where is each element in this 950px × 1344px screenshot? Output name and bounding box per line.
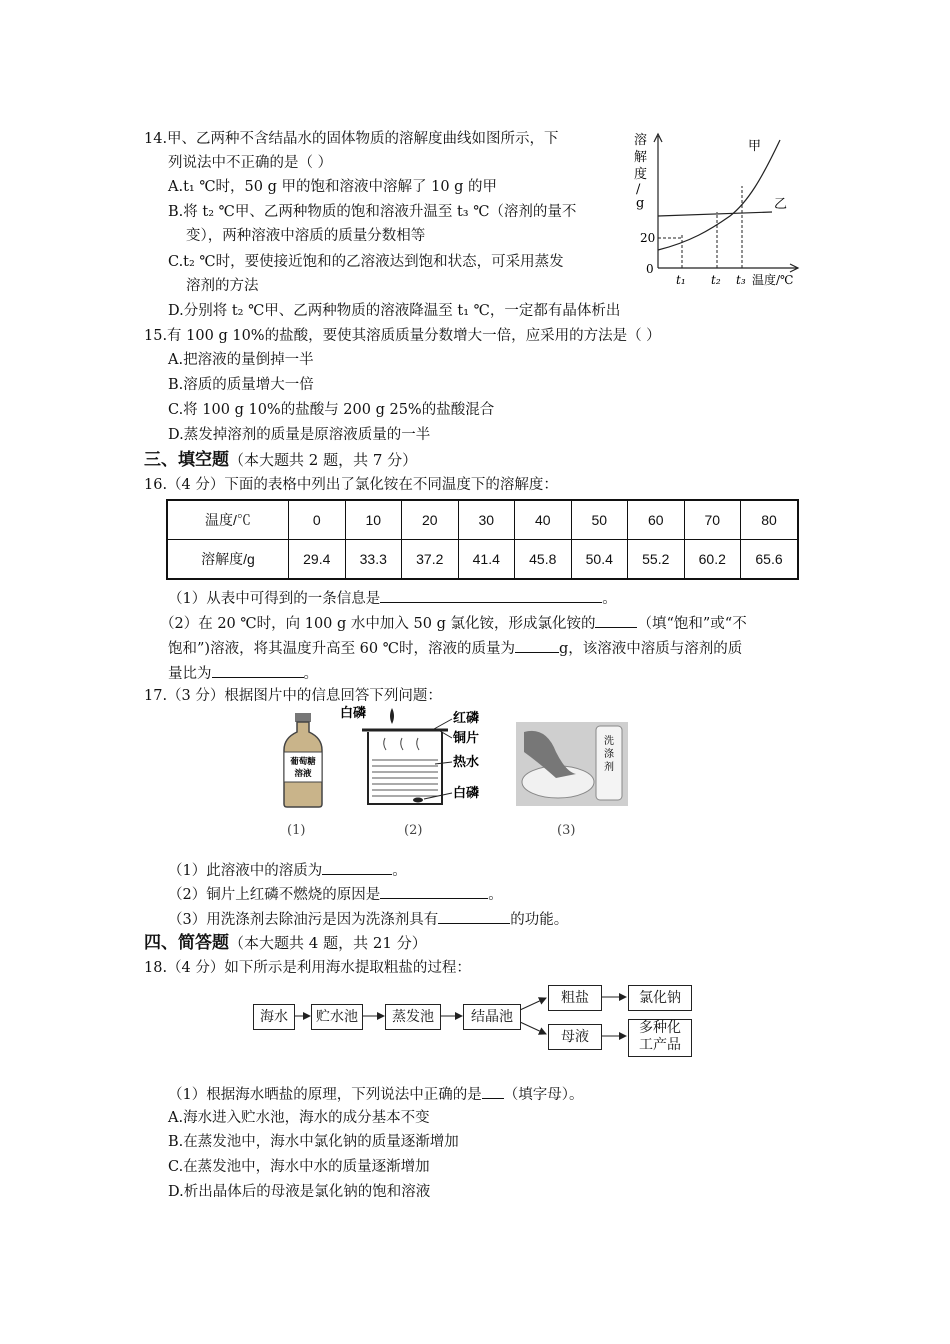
q17-part1-text: （1）此溶液中的溶质为 <box>168 863 323 879</box>
table-cell: 20 <box>402 500 459 540</box>
curve-b <box>658 212 772 216</box>
table-cell: 60.2 <box>684 540 741 580</box>
pointer-red-p <box>434 719 452 729</box>
arrow-5 <box>520 1022 546 1034</box>
q17-part1-end: 。 <box>392 863 407 879</box>
q14-option-c-line2: 溶剂的方法 <box>186 278 259 294</box>
table-cell: 41.4 <box>458 540 515 580</box>
q15-option-c: C.将 100 g 10%的盐酸与 200 g 25%的盐酸混合 <box>168 402 495 418</box>
table-cell: 33.3 <box>345 540 402 580</box>
q17-part2-end: 。 <box>488 887 503 903</box>
figure-caption-1: (1) <box>287 823 306 838</box>
q18-stem: 18.（4 分）如下所示是利用海水提取粗盐的过程： <box>144 960 471 976</box>
label-hot-water: 热水 <box>453 755 480 770</box>
flow-node-seawater: 海水 <box>253 1004 295 1030</box>
q15-stem: 15.有 100 g 10%的盐酸，要使其溶质质量分数增大一倍，应采用的方法是（ ） <box>144 328 661 344</box>
table-cell: 30 <box>458 500 515 540</box>
graph-x-label: 温度/℃ <box>752 273 794 287</box>
table-cell: 10 <box>345 500 402 540</box>
flow-node-storage-pool: 贮水池 <box>311 1004 363 1030</box>
q15-option-b: B.溶质的质量增大一倍 <box>168 377 314 393</box>
water-lines <box>372 760 438 796</box>
graph-ylabel-char: 解 <box>634 150 648 165</box>
beaker <box>368 732 442 804</box>
detergent-photo-figure <box>516 722 628 806</box>
q16-part2-text-b: （填“饱和”或“不 <box>637 616 747 632</box>
table-cell: 50.4 <box>571 540 628 580</box>
graph-origin: 0 <box>646 262 654 276</box>
q16-part2-blank-saturation[interactable] <box>595 611 637 628</box>
solubility-graph <box>630 130 810 290</box>
q18-part1-text: （1）根据海水晒盐的原理，下列说法中正确的是 <box>168 1087 482 1103</box>
table-cell: 37.2 <box>402 540 459 580</box>
q17-part3-text-a: （3）用洗涤剂去除油污是因为洗涤剂具有 <box>168 912 439 928</box>
q17-part3-blank[interactable] <box>438 907 510 924</box>
q14-option-a: A.t₁ ℃时，50 g 甲的饱和溶液中溶解了 10 g 的甲 <box>168 179 498 195</box>
q18-option-c: C.在蒸发池中，海水中水的质量逐渐增加 <box>168 1159 430 1175</box>
q16-part1-blank[interactable] <box>380 586 602 603</box>
q16-part2-line1 <box>160 611 747 635</box>
q18-option-b: B.在蒸发池中，海水中氯化钠的质量逐渐增加 <box>168 1134 459 1150</box>
curve-b-label: 乙 <box>774 197 788 212</box>
q16-part1 <box>168 586 617 610</box>
graph-ylabel-char: 溶 <box>634 133 648 148</box>
q14-stem-line1: 14.甲、乙两种不含结晶水的固体物质的溶解度曲线如图所示，下 <box>144 131 559 147</box>
section-3-note: （本大题共 2 题，共 7 分） <box>229 451 418 469</box>
section-3-heading <box>144 449 417 471</box>
q16-part2-end: 。 <box>303 666 318 682</box>
detergent-char: 洗 <box>604 736 614 747</box>
q16-part2-line3 <box>168 661 318 685</box>
glucose-bottle-figure <box>278 712 328 808</box>
q14-option-b-line1: B.将 t₂ ℃甲、乙两种物质的饱和溶液升温至 t₃ ℃（溶剂的量不 <box>168 204 577 220</box>
q14-stem-line2: 列说法中不正确的是（ ） <box>168 155 333 171</box>
pointer-water <box>435 762 452 764</box>
label-white-phosphorus-top: 白磷 <box>340 706 367 721</box>
graph-ylabel-char: g <box>636 196 645 211</box>
table-cell: 0 <box>289 500 346 540</box>
table-cell: 29.4 <box>289 540 346 580</box>
q14-option-c-line1: C.t₂ ℃时，要使接近饱和的乙溶液达到饱和状态，可采用蒸发 <box>168 254 564 270</box>
q14-option-d: D.分别将 t₂ ℃甲、乙两种物质的溶液降温至 t₁ ℃，一定都有晶体析出 <box>168 303 621 319</box>
flow-node-crude-salt: 粗盐 <box>548 985 602 1011</box>
q16-part2-text-a: （2）在 20 ℃时，向 100 g 水中加入 50 g 氯化铵，形成氯化铵的 <box>160 616 596 632</box>
graph-x-tick-t3: t₃ <box>736 273 746 287</box>
phosphorus-experiment-figure <box>340 704 490 810</box>
q16-stem: 16.（4 分）下面的表格中列出了氯化铵在不同温度下的溶解度： <box>144 477 558 493</box>
graph-x-tick-t2: t₂ <box>711 273 721 287</box>
table-header-solubility: 溶解度/g <box>167 540 289 580</box>
q18-option-d: D.析出晶体后的母液是氯化钠的饱和溶液 <box>168 1184 431 1200</box>
table-cell: 60 <box>628 500 685 540</box>
table-cell: 70 <box>684 500 741 540</box>
flow-node-sodium-chloride: 氯化钠 <box>628 985 692 1011</box>
table-header-temperature: 温度/℃ <box>167 500 289 540</box>
flow-node-chemical-products <box>628 1019 692 1057</box>
flow-node-crystallization-pool: 结晶池 <box>463 1004 521 1030</box>
white-phosphorus-bottom-piece <box>413 798 423 803</box>
graph-ylabel-char: / <box>636 182 641 197</box>
curve-a-label: 甲 <box>748 139 762 154</box>
q17-part2-text: （2）铜片上红磷不燃烧的原因是 <box>168 887 381 903</box>
q17-part2 <box>168 882 503 906</box>
label-white-phosphorus-bottom: 白磷 <box>453 786 480 801</box>
arrow-4 <box>520 998 546 1010</box>
q18-part1 <box>168 1082 583 1106</box>
flow-node-chemical-products-line1: 多种化 <box>639 1020 681 1036</box>
graph-y-tick-20: 20 <box>640 231 656 245</box>
q17-part3-text-b: 的功能。 <box>510 912 569 928</box>
graph-ylabel <box>634 132 647 211</box>
bottle-label-line1: 葡萄糖 <box>290 757 316 767</box>
q15-option-d: D.蒸发掉溶剂的质量是原溶液质量的一半 <box>168 427 431 443</box>
q18-part1-text-b: （填字母）。 <box>503 1087 584 1103</box>
q16-part2-blank-ratio[interactable] <box>212 661 304 678</box>
graph-ylabel-char: 度 <box>634 167 648 182</box>
graph-x-tick-t1: t₁ <box>676 273 686 287</box>
q16-part2-text-c: 饱和”)溶液，将其温度升高至 60 ℃时，溶液的质量为 <box>168 641 515 657</box>
q18-option-a: A.海水进入贮水池，海水的成分基本不变 <box>168 1110 430 1126</box>
q16-part2-text-d: g，该溶液中溶质与溶剂的质 <box>558 641 743 657</box>
q16-part1-end: 。 <box>602 591 617 607</box>
table-row-solubility <box>167 540 798 580</box>
table-cell: 80 <box>741 500 799 540</box>
q17-part3 <box>168 907 568 931</box>
label-red-phosphorus: 红磷 <box>453 711 480 726</box>
detergent-char: 剂 <box>604 762 614 773</box>
table-cell: 65.6 <box>741 540 799 580</box>
flame-icon <box>390 708 394 724</box>
q17-part1 <box>168 858 407 882</box>
q16-part2-blank-mass[interactable] <box>515 636 559 653</box>
section-3-title: 三、填空题 <box>144 450 229 470</box>
section-4-heading <box>144 932 427 954</box>
section-4-note: （本大题共 4 题，共 21 分） <box>229 934 427 952</box>
steam-lines <box>384 738 419 750</box>
figure-caption-2: (2) <box>404 823 423 838</box>
q18-part1-blank[interactable] <box>482 1082 504 1099</box>
table-cell: 40 <box>515 500 572 540</box>
figure-caption-3: (3) <box>557 823 576 838</box>
q16-part2-line2 <box>168 636 742 660</box>
q17-stem: 17.（3 分）根据图片中的信息回答下列问题： <box>144 688 442 704</box>
solubility-table <box>166 499 799 580</box>
flow-node-chemical-products-line2: 工产品 <box>639 1037 681 1053</box>
label-copper-sheet: 铜片 <box>453 731 480 746</box>
detergent-char: 涤 <box>604 749 614 760</box>
bottle-cap <box>295 713 311 722</box>
q16-part2-text-e: 量比为 <box>168 666 212 682</box>
flow-node-mother-liquor: 母液 <box>548 1024 602 1050</box>
q16-part1-text: （1）从表中可得到的一条信息是 <box>168 591 381 607</box>
table-cell: 55.2 <box>628 540 685 580</box>
table-cell: 50 <box>571 500 628 540</box>
table-row-temperature <box>167 500 798 540</box>
q14-option-b-line2: 变），两种溶液中溶质的质量分数相等 <box>186 228 426 244</box>
section-4-title: 四、简答题 <box>144 933 229 953</box>
table-cell: 45.8 <box>515 540 572 580</box>
curve-a <box>658 140 780 250</box>
flow-node-evaporation-pool: 蒸发池 <box>385 1004 441 1030</box>
q17-part1-blank[interactable] <box>322 858 392 875</box>
bottle-label-line2: 溶液 <box>294 769 312 779</box>
q15-option-a: A.把溶液的量倒掉一半 <box>168 352 314 368</box>
q17-part2-blank[interactable] <box>380 882 488 899</box>
